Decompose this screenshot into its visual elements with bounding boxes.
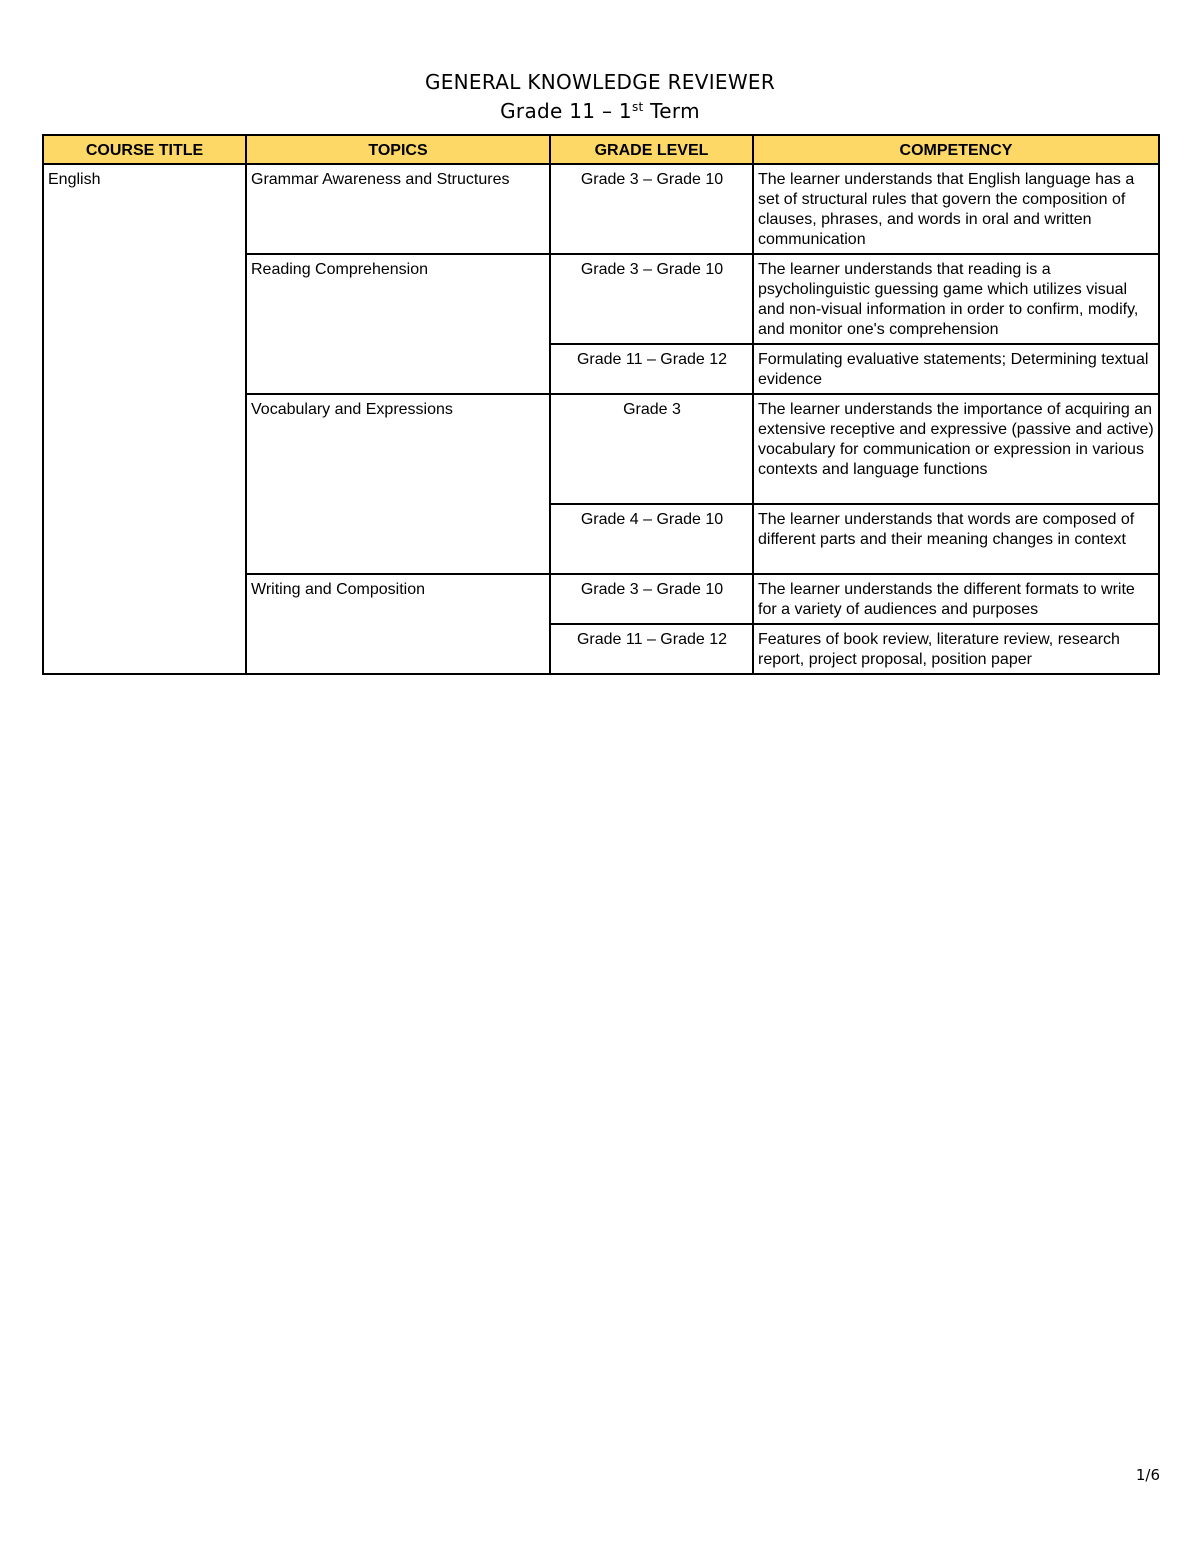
competency-cell: Features of book review, literature review, research report, project proposal, position paper	[753, 624, 1159, 674]
grade-level-cell: Grade 3 – Grade 10	[550, 254, 753, 344]
subtitle-ordinal-suffix: st	[631, 100, 644, 114]
grade-level-cell: Grade 4 – Grade 10	[550, 504, 753, 574]
topic-cell: Reading Comprehension	[246, 254, 550, 394]
competency-cell: Formulating evaluative statements; Determining textual evidence	[753, 344, 1159, 394]
topic-cell: Vocabulary and Expressions	[246, 394, 550, 574]
competency-cell: The learner understands the importance of acquiring an extensive receptive and expressive (passive and active) vocabulary for communication or expression in various contexts and language functions	[753, 394, 1159, 504]
competency-cell: The learner understands that English language has a set of structural rules that govern the composition of clauses, phrases, and words in oral and written communication	[753, 164, 1159, 254]
subtitle-prefix: Grade 11 – 1	[500, 99, 632, 123]
competency-cell: The learner understands the different formats to write for a variety of audiences and purposes	[753, 574, 1159, 624]
grade-level-cell: Grade 3 – Grade 10	[550, 574, 753, 624]
page-number: 1/6	[1135, 1466, 1160, 1484]
competency-cell: The learner understands that words are composed of different parts and their meaning changes in context	[753, 504, 1159, 574]
header-competency: COMPETENCY	[753, 135, 1159, 164]
grade-level-cell: Grade 11 – Grade 12	[550, 344, 753, 394]
table-row	[43, 164, 1159, 254]
subtitle-term: Term	[643, 99, 700, 123]
competency-cell: The learner understands that reading is a psycholinguistic guessing game which utilizes visual and non-visual information in order to confirm, modify, and monitor one's comprehension	[753, 254, 1159, 344]
table-header-row	[43, 135, 1159, 164]
header-grade-level: GRADE LEVEL	[550, 135, 753, 164]
document-title: GENERAL KNOWLEDGE REVIEWER	[424, 70, 776, 94]
header-topics: TOPICS	[246, 135, 550, 164]
document-subtitle	[0, 99, 1200, 123]
header-course-title: COURSE TITLE	[43, 135, 246, 164]
topic-cell: Grammar Awareness and Structures	[246, 164, 550, 254]
grade-level-cell: Grade 3	[550, 394, 753, 504]
topic-cell: Writing and Composition	[246, 574, 550, 674]
grade-level-cell: Grade 3 – Grade 10	[550, 164, 753, 254]
grade-level-cell: Grade 11 – Grade 12	[550, 624, 753, 674]
curriculum-table	[42, 134, 1160, 675]
course-title-cell: English	[43, 164, 246, 674]
